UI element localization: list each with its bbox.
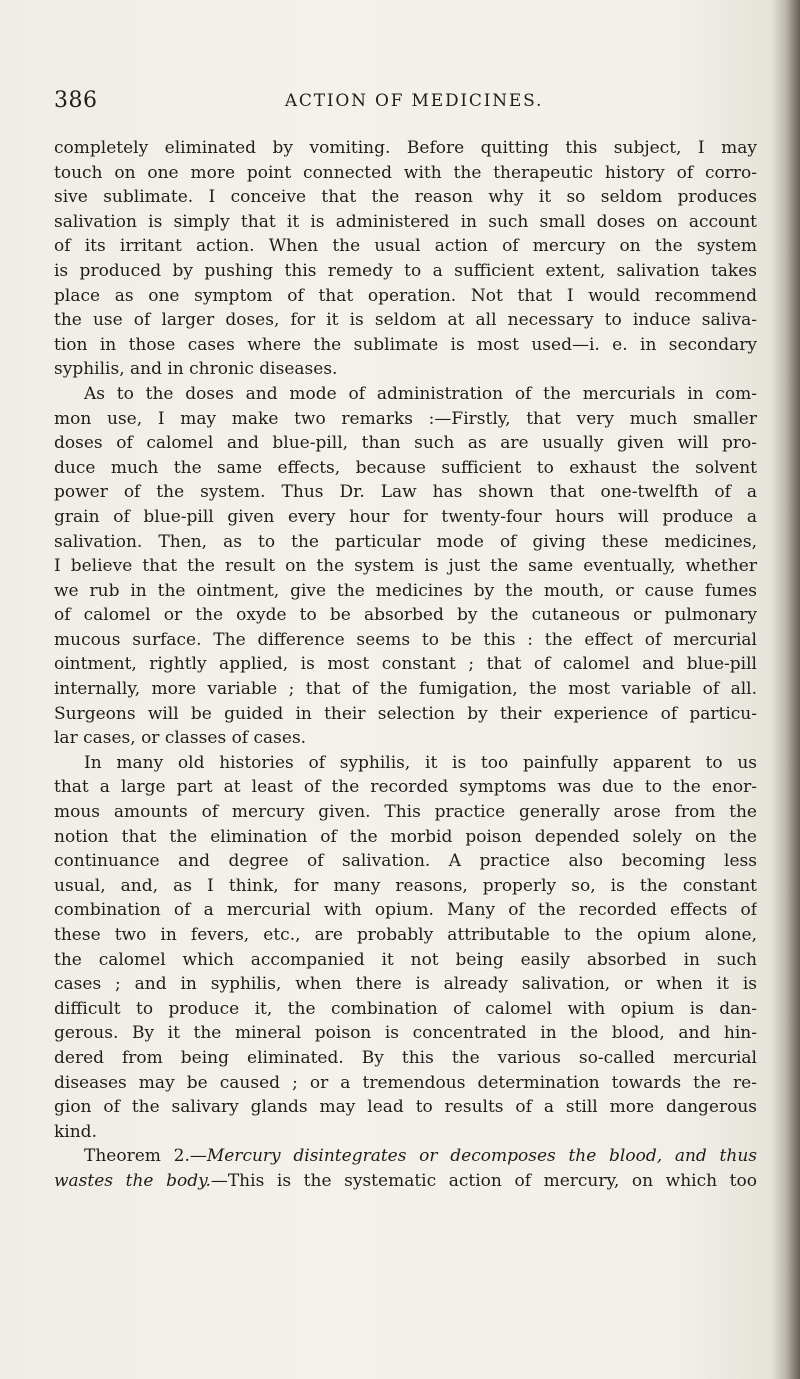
text-line: gerous. By it the mineral poison is concentrated in the blood, and hin- bbox=[54, 1023, 757, 1044]
text-line: touch on one more point connected with the therapeutic history of corro- bbox=[54, 162, 757, 183]
text-line: duce much the same effects, because sufficient to exhaust the solvent bbox=[54, 457, 757, 478]
text-line: tion in those cases where the sublimate is most used—i. e. in secondary bbox=[54, 334, 757, 355]
theorem-statement: Mercury disintegrates or decomposes the blood, and thus bbox=[206, 1146, 757, 1167]
text-line: ointment, rightly applied, is most constant ; that of calomel and blue-pill bbox=[54, 654, 757, 675]
text-line: salivation is simply that it is administered in such small doses on account bbox=[54, 211, 757, 232]
text-line: syphilis, and in chronic diseases. bbox=[54, 359, 338, 380]
text-line: the use of larger doses, for it is seldom at all necessary to induce saliva- bbox=[54, 310, 757, 331]
theorem-label: Theorem 2.— bbox=[84, 1146, 207, 1167]
theorem-line bbox=[54, 1169, 757, 1194]
text-line: place as one symptom of that operation. Not that I would recommend bbox=[54, 285, 757, 306]
text-line: completely eliminated by vomiting. Before quitting this subject, I may bbox=[54, 138, 757, 158]
text-line: combination of a mercurial with opium. Many of the recorded effects of bbox=[54, 900, 757, 921]
text-line: internally, more variable ; that of the fumigation, the most variable of all. bbox=[54, 679, 757, 700]
text-line: we rub in the ointment, give the medicines by the mouth, or cause fumes bbox=[54, 580, 757, 601]
text-line: these two in fevers, etc., are probably attributable to the opium alone, bbox=[54, 925, 757, 945]
text-line: of calomel or the oxyde to be absorbed by the cutaneous or pulmonary bbox=[54, 605, 757, 626]
paragraph-start-line: As to the doses and mode of administration of the mercurials in com- bbox=[84, 383, 757, 404]
page-number: 386 bbox=[54, 88, 98, 113]
text-line: usual, and, as I think, for many reasons, properly so, is the constant bbox=[54, 875, 757, 896]
theorem-continuation: —This is the systematic action of mercury, on which too bbox=[210, 1170, 757, 1191]
text-line: lar cases, or classes of cases. bbox=[54, 728, 307, 749]
body-text bbox=[54, 136, 757, 1194]
text-line: difficult to produce it, the combination of calomel with opium is dan- bbox=[54, 998, 757, 1019]
paragraph-start-line: In many old histories of syphilis, it is too painfully apparent to us bbox=[84, 752, 757, 773]
text-line: that a large part at least of the recorded symptoms was due to the enor- bbox=[54, 777, 757, 798]
page-header bbox=[54, 88, 754, 118]
page-edge-shadow bbox=[772, 0, 800, 1379]
text-line: gion of the salivary glands may lead to results of a still more dangerous bbox=[54, 1097, 757, 1118]
text-line: is produced by pushing this remedy to a sufficient extent, salivation takes bbox=[54, 260, 757, 281]
text-line: I believe that the result on the system is just the same eventually, whether bbox=[54, 556, 757, 577]
text-line: continuance and degree of salivation. A practice also becoming less bbox=[54, 851, 757, 872]
text-line: mucous surface. The difference seems to be this : the effect of mercurial bbox=[54, 629, 757, 650]
text-line: mon use, I may make two remarks :—Firstly, that very much smaller bbox=[54, 408, 757, 429]
text-line: dered from being eliminated. By this the various so-called mercurial bbox=[54, 1047, 757, 1068]
text-line: diseases may be caused ; or a tremendous determination towards the re- bbox=[54, 1072, 757, 1093]
text-line: the calomel which accompanied it not being easily absorbed in such bbox=[54, 949, 757, 970]
text-line: power of the system. Thus Dr. Law has shown that one-twelfth of a bbox=[54, 482, 757, 503]
theorem-line bbox=[54, 1144, 757, 1169]
text-line: cases ; and in syphilis, when there is already salivation, or when it is bbox=[54, 974, 757, 995]
text-line: sive sublimate. I conceive that the reason why it so seldom produces bbox=[54, 187, 757, 208]
text-line: salivation. Then, as to the particular mode of giving these medicines, bbox=[54, 531, 757, 552]
text-line: notion that the elimination of the morbid poison depended solely on the bbox=[54, 826, 757, 847]
text-line: kind. bbox=[54, 1121, 97, 1142]
text-line: of its irritant action. When the usual action of mercury on the system bbox=[54, 236, 757, 257]
running-title: ACTION OF MEDICINES. bbox=[284, 91, 544, 111]
theorem-statement-end: wastes the body. bbox=[54, 1170, 211, 1191]
text-line: doses of calomel and blue-pill, than such as are usually given will pro- bbox=[54, 433, 757, 454]
text-line: mous amounts of mercury given. This practice generally arose from the bbox=[54, 802, 757, 823]
text-line: grain of blue-pill given every hour for twenty-four hours will produce a bbox=[54, 506, 757, 527]
text-line: Surgeons will be guided in their selection by their experience of particu- bbox=[54, 703, 757, 724]
